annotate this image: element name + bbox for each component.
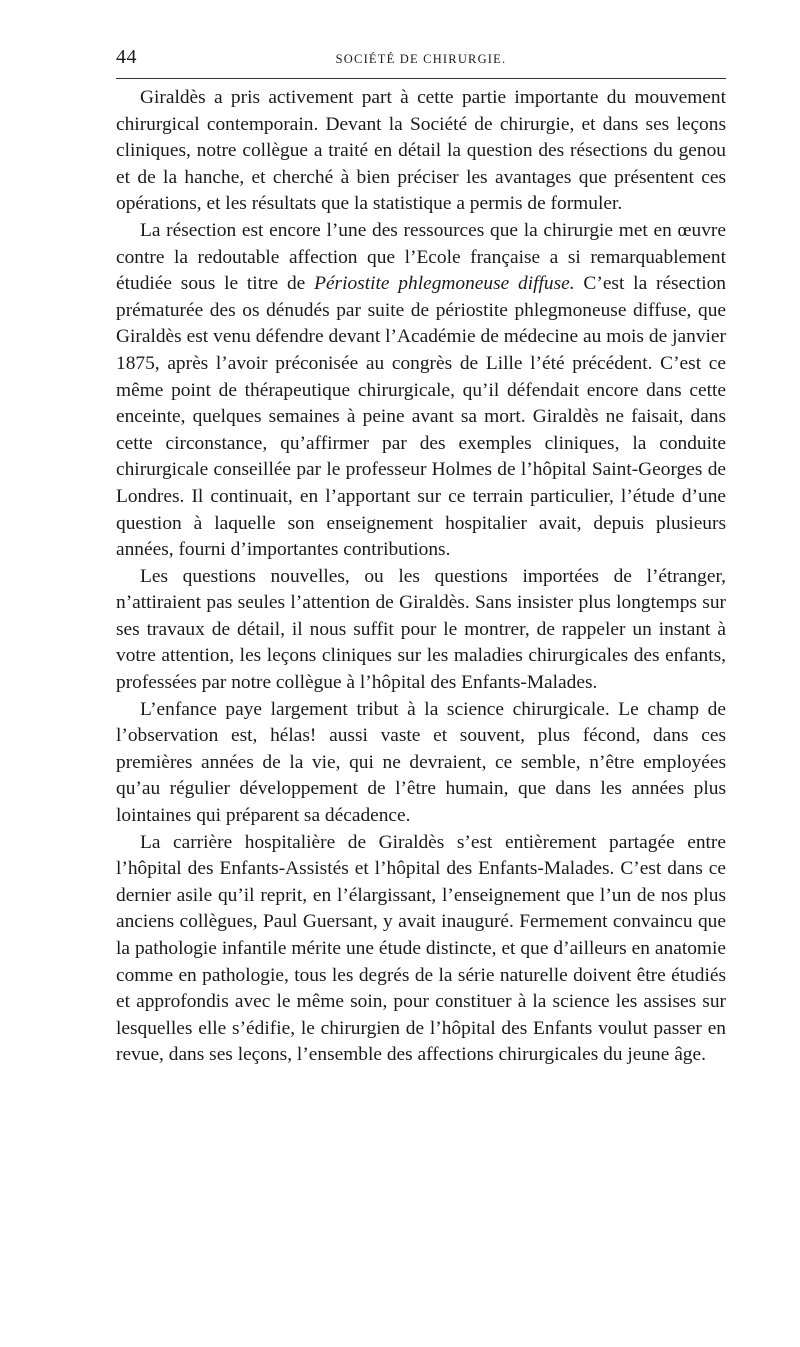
paragraph-3: Les questions nouvelles, ou les questions importées de l’étranger, n’attiraient pas seules l’attention de Giraldès. Sans insister plus longtemps sur ses travaux de détail, il nous suffit pour le montrer, de rappeler un instant à votre attention, les leçons cliniques sur les maladies chirurgicales des enfants, professées par notre collègue à l’hôpital des Enfants-Malades. <box>116 565 726 694</box>
page-number: 44 <box>116 46 137 68</box>
body-text <box>116 85 726 1069</box>
paragraph-2 <box>116 218 726 564</box>
paragraph-5: La carrière hospitalière de Giraldès s’est entièrement partagée entre l’hôpital des Enfants-Assistés et l’hôpital des Enfants-Malades. C’est dans ce dernier asile qu’il reprit, en l’élargissant, l’enseignement que l’un de nos plus anciens collègues, Paul Guersant, y avait inauguré. Fermement convaincu que la pathologie infantile mérite une étude distincte, et que d’ailleurs en anatomie comme en pathologie, tous les degrés de la série naturelle doivent être étudiés et approfondis avec le même soin, pour constituer à la science les assises sur lesquelles elle s’édifie, le chirurgien de l’hôpital des Enfants voulut passer en revue, dans ses leçons, l’ensemble des affections chirurgicales du jeune âge. <box>116 831 726 1066</box>
book-page <box>116 44 726 1069</box>
paragraph-4: L’enfance paye largement tribut à la science chirurgicale. Le champ de l’observation est, hélas! aussi vaste et souvent, plus fécond, dans ces premières années de la vie, qui ne devraient, ce semble, n’être employées qu’au régulier développement de l’être humain, que dans les années plus lointaines qui préparent sa décadence. <box>116 698 726 827</box>
paragraph-1: Giraldès a pris activement part à cette partie importante du mouvement chirurgical contemporain. Devant la Société de chirurgie, et dans ses leçons cliniques, notre collègue a traité en détail la question des résections du genou et de la hanche, et cherché à bien préciser les avantages que présentent ces opérations, et les résultats que la statistique a permis de formuler. <box>116 87 726 215</box>
header-rule <box>116 78 726 79</box>
paragraph-2-after: C’est la résection prématurée des os dénudés par suite de périostite phlegmoneuse diffuse, que Giraldès est venu défendre devant l’Académie de médecine au mois de janvier 1875, après l’avoir préconisée au congrès de Lille l’été précédent. C’est ce même point de thérapeutique chirurgicale, qu’il défendait encore dans cette enceinte, quelques semaines à peine avant sa mort. Giraldès ne faisait, dans cette circonstance, qu’affirmer par des exemples cliniques, la conduite chirurgicale conseillée par le professeur Holmes de l’hôpital Saint-Georges de Londres. Il continuait, en l’apportant sur ce terrain particulier, l’étude d’une question à laquelle son enseignement hospitalier avait, depuis plusieurs années, fourni d’importantes contributions. <box>116 273 726 561</box>
paragraph-2-italic-title: Périostite phlegmoneuse diffuse. <box>314 273 575 295</box>
page-header <box>116 44 726 78</box>
running-head: SOCIÉTÉ DE CHIRURGIE. <box>335 52 507 66</box>
paragraph-2-before: La résection est encore l’une des ressources que la chirurgie met en œuvre contre la redoutable affection que l’Ecole française a si remarquablement étudiée sous le titre de <box>116 219 726 295</box>
